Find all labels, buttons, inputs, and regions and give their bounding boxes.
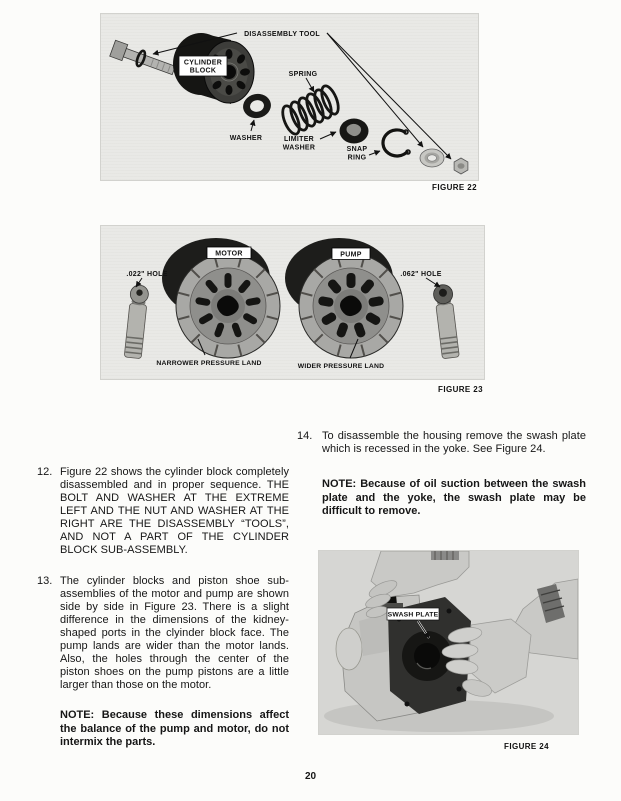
bolt-illustration (110, 40, 177, 78)
svg-text:BLOCK: BLOCK (189, 67, 217, 75)
snap-ring-label: SNAP (346, 146, 368, 153)
page-number: 20 (304, 771, 317, 782)
svg-text:WASHER: WASHER (282, 144, 316, 152)
pump-piston-illustration (433, 284, 461, 359)
figure-24-photo (318, 550, 579, 735)
item-12-text: Figure 22 shows the cylinder block completely disassembled and in proper sequence. THE BOLT AND WASHER AT THE EXTREME LEFT AND THE NUT AND WASHER AT THE RIGHT ARE THE DISASSEMBLY “TOOLS”, AND NOT A PART OF THE CYLINDER BLOCK SUB-ASSEMBLY. (60, 466, 289, 556)
figure-22-caption: FIGURE 22 (432, 183, 477, 192)
figure-24-caption: FIGURE 24 (504, 742, 549, 751)
svg-text:RING: RING (347, 154, 367, 162)
list-item-12 (37, 466, 289, 557)
narrower-land-label: NARROWER PRESSURE LAND (156, 360, 262, 367)
hole-left-label: .022" HOLE (126, 271, 168, 278)
figure-23-panel (100, 225, 485, 380)
tool-washer-illustration (420, 149, 444, 167)
figure-23-caption: FIGURE 23 (438, 385, 483, 394)
list-item-13 (37, 575, 289, 692)
hole-right-label: .062" HOLE (400, 271, 442, 278)
figure-24-illustration (319, 551, 578, 734)
swash-plate-label: SWASH PLATE (387, 611, 439, 619)
wider-land-label: WIDER PRESSURE LAND (297, 363, 385, 370)
item-13-note: NOTE: Because these dimensions affect the balance of the pump and motor, do not intermix the parts. (60, 709, 289, 748)
list-item-14 (297, 430, 586, 456)
limiter-washer-label: LIMITER (283, 136, 315, 143)
nut-illustration (454, 158, 468, 174)
pump-label: PUMP (340, 251, 362, 259)
cylinder-block-label: CYLINDER (183, 59, 223, 67)
spring-illustration (279, 84, 341, 137)
item-12-number: 12. (37, 466, 53, 478)
item-14-number: 14. (297, 430, 313, 442)
spring-label: SPRING (288, 71, 318, 78)
item-14-text: To disassemble the housing remove the swash plate which is recessed in the yoke. See Figure 24. (322, 430, 586, 455)
disassembly-tool-label: DISASSEMBLY TOOL (244, 31, 320, 38)
motor-label: MOTOR (215, 250, 243, 258)
item-13-number: 13. (37, 575, 53, 587)
washer-label: WASHER (229, 135, 263, 142)
figure-22-illustration (101, 14, 478, 180)
figure-23-illustration (101, 226, 484, 379)
snap-ring-illustration (383, 130, 410, 156)
item-14-note: NOTE: Because of oil suction between the swash plate and the yoke, the swash plate may be difficult to remove. (322, 478, 586, 517)
item-13-text: The cylinder blocks and piston shoe sub-assemblies of the motor and pump are shown side by side in Figure 23. There is a slight difference in the dimensions of the kidney-shaped ports in the clyinder block face. The pump lands are wider than the motor lands. Also, the holes through the center of the piston shoes on the pump pistons are a little larger than those on the motor. (60, 575, 289, 691)
motor-piston-illustration (124, 284, 150, 358)
figure-22-panel (100, 13, 479, 181)
limiter-washer-illustration (340, 119, 369, 144)
